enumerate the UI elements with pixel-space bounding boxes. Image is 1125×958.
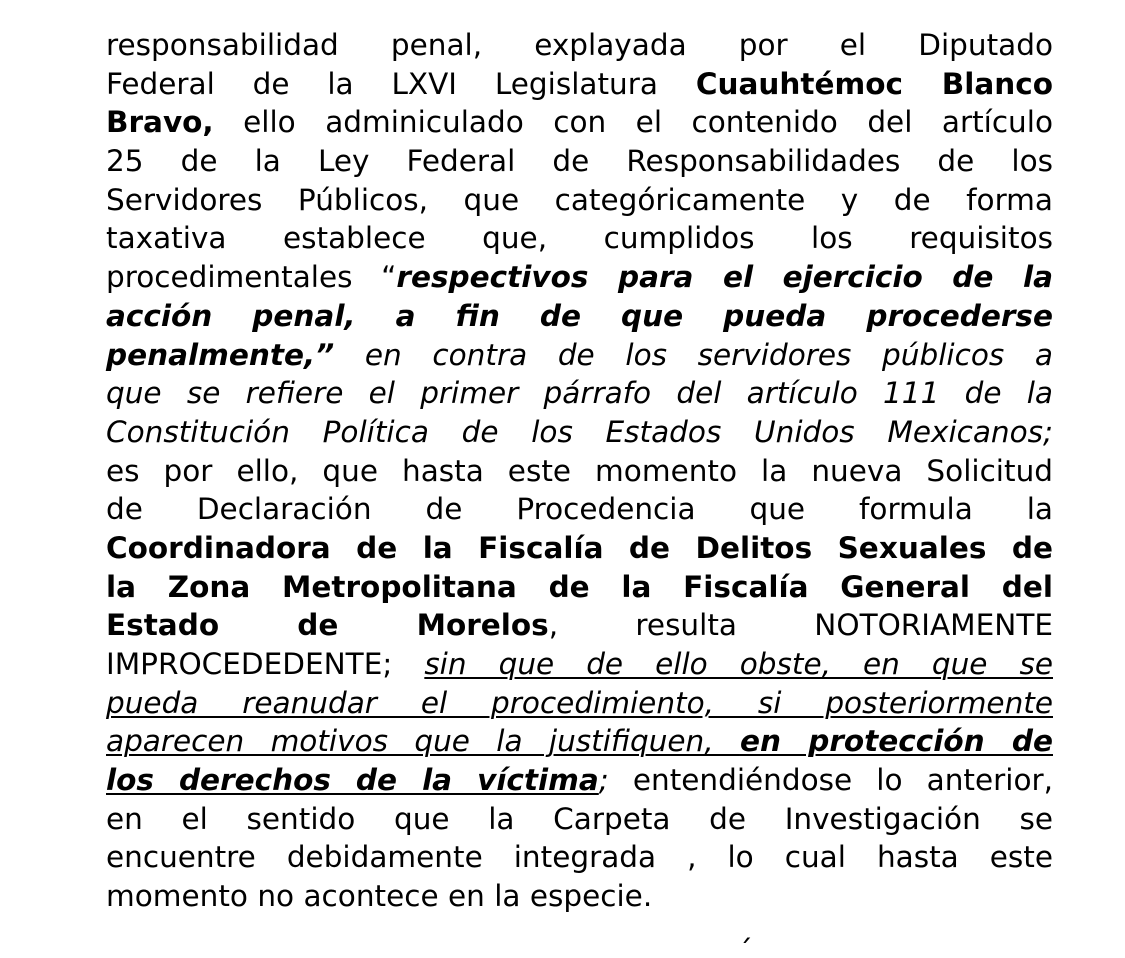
text-line <box>106 413 1053 452</box>
text-line <box>106 142 1053 181</box>
text-line <box>106 374 1053 413</box>
text-line <box>106 800 1053 839</box>
text-line <box>106 336 1053 375</box>
text-line <box>106 26 1053 65</box>
text-run: penalmente,” <box>106 337 335 372</box>
text-run: los derechos de la víctima <box>106 763 599 798</box>
text-line <box>106 877 1053 916</box>
text-run: de Declaración de Procedencia que formula la <box>106 492 1053 527</box>
accent-fragment: ´ <box>738 934 753 958</box>
text-run: en protección de <box>739 724 1053 759</box>
text-run: acción penal, a fin de que pueda procederse <box>106 298 1053 333</box>
text-run: Coordinadora de la Fiscalía de Delitos Sexuales de <box>106 530 1053 565</box>
text-run: en contra de los servidores públicos a <box>334 337 1053 372</box>
text-line <box>106 297 1053 336</box>
text-line <box>106 645 1053 684</box>
text-run: procedimentales “ <box>106 260 397 295</box>
text-run: entendiéndose lo anterior, <box>608 763 1053 798</box>
text-run: encuentre debidamente integrada , lo cual hasta este <box>106 840 1053 875</box>
text-run: Bravo, <box>106 105 214 140</box>
text-line <box>106 452 1053 491</box>
text-run: momento no acontece en la especie. <box>106 879 653 914</box>
text-run: es por ello, que hasta este momento la nueva Solicitud <box>106 453 1053 488</box>
text-line <box>106 219 1053 258</box>
text-line <box>106 103 1053 142</box>
text-run: 25 de la Ley Federal de Responsabilidades de los <box>106 144 1053 179</box>
text-run: IMPROCEDEDENTE; <box>106 647 425 681</box>
text-line <box>106 606 1053 645</box>
text-line <box>106 684 1053 723</box>
text-run: ; <box>598 763 609 798</box>
text-run: Estado de Morelos <box>106 608 549 643</box>
text-run: Federal de la LXVI Legislatura <box>106 66 696 101</box>
text-run: taxativa establece que, cumplidos los requisitos <box>106 221 1053 256</box>
text-run: la Zona Metropolitana de la Fiscalía General del <box>106 569 1053 604</box>
text-run: en el sentido que la Carpeta de Investigación se <box>106 801 1053 836</box>
text-run: Constitución Política de los Estados Unidos Mexicanos; <box>106 414 1053 449</box>
text-run: respectivos para el ejercicio de la <box>396 260 1053 295</box>
text-run: ello adminiculado con el contenido del artículo <box>213 105 1053 140</box>
text-run: que se refiere el primer párrafo del artículo 111 de la <box>106 376 1053 411</box>
text-run: Servidores Públicos, que categóricamente y de forma <box>106 182 1053 217</box>
text-run: Cuauhtémoc Blanco <box>695 66 1053 101</box>
document-page <box>106 26 1053 916</box>
text-run: responsabilidad penal, explayada por el Diputado <box>106 28 1053 62</box>
text-line <box>106 529 1053 568</box>
text-line <box>106 490 1053 529</box>
text-line <box>106 568 1053 607</box>
text-line <box>106 722 1053 761</box>
next-page-text-fragment <box>738 920 768 958</box>
text-line <box>106 65 1053 104</box>
text-run: aparecen motivos que la justifiquen, <box>106 724 740 759</box>
text-run: pueda reanudar el procedimiento, si posteriormente <box>106 685 1053 720</box>
text-line <box>106 761 1053 800</box>
text-line <box>106 838 1053 877</box>
text-run: sin que de ello obste, en que se <box>424 647 1053 681</box>
text-line <box>106 258 1053 297</box>
text-line <box>106 181 1053 220</box>
text-run: , resulta NOTORIAMENTE <box>548 608 1053 643</box>
document-paragraph <box>106 26 1053 916</box>
